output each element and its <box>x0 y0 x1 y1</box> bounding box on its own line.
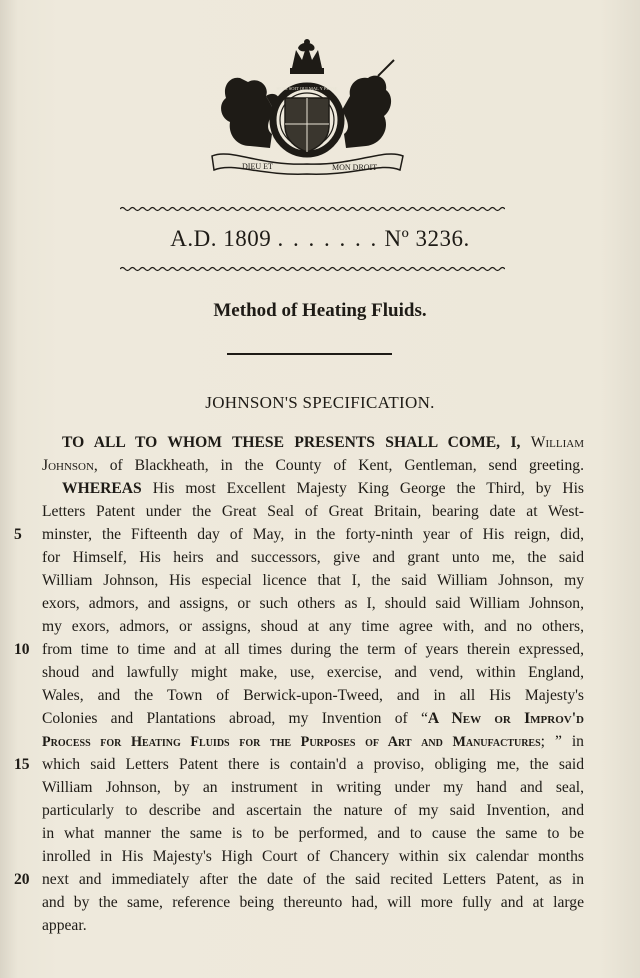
text-line: Wales, and the Town of Berwick-upon-Tweed, and in all His Majesty's <box>42 687 584 704</box>
text-line: minster, the Fifteenth day of May, in the forty-ninth year of His reign, did, <box>42 526 584 543</box>
line-number: 15 <box>14 756 30 773</box>
royal-coat-of-arms <box>200 38 415 178</box>
text-line: exors, admors, and assigns, or such others as I, should said William Johnson, <box>42 595 584 612</box>
text-line: and by the same, reference being thereunto had, will more fully and at large <box>42 894 584 911</box>
title-divider <box>227 353 392 355</box>
patent-year: A.D. 1809 <box>170 226 272 251</box>
text-line: William Johnson, His especial licence that I, the said William Johnson, my <box>42 572 584 589</box>
text-line: particularly to describe and ascertain the nature of my said Invention, and <box>42 802 584 819</box>
garter-motto: HONI SOIT QUI MAL Y PENSE <box>276 86 338 91</box>
motto-right: MON DROIT <box>332 163 378 172</box>
line-number: 5 <box>14 526 22 543</box>
text-line: next and immediately after the date of the said recited Letters Patent, as in <box>42 871 584 888</box>
text-line: for Himself, His heirs and successors, give and grant unto me, the said <box>42 549 584 566</box>
text-line: which said Letters Patent there is contain'd a proviso, obliging me, the said <box>42 756 584 773</box>
text-line: my exors, admors, or assigns, shoud at any time agree with, and no others, <box>42 618 584 635</box>
ornamental-rule-top <box>120 206 505 212</box>
patent-number: Nº 3236. <box>384 226 470 251</box>
text-line: shoud and lawfully might make, use, exercise, and vend, within England, <box>42 664 584 681</box>
ornamental-rule-bottom <box>120 266 505 272</box>
text-line: in what manner the same is to be performed, and to cause the same to be <box>42 825 584 842</box>
lion-supporter-icon <box>221 78 280 148</box>
text-line: William Johnson, by an instrument in writing under my hand and seal, <box>42 779 584 796</box>
text-line: WHEREAS His most Excellent Majesty King George the Third, by His <box>62 480 584 497</box>
motto-left: DIEU ET <box>242 162 273 171</box>
patent-header <box>0 226 640 252</box>
line-number: 10 <box>14 641 30 658</box>
specification-heading: JOHNSON'S SPECIFICATION. <box>205 393 435 412</box>
text-line: Johnson, of Blackheath, in the County of Kent, Gentleman, send greeting. <box>42 457 584 474</box>
header-dots: . . . . . . . <box>277 226 379 251</box>
text-line: Letters Patent under the Great Seal of Great Britain, bearing date at West- <box>42 503 584 520</box>
text-line: appear. <box>42 917 87 934</box>
text-line: TO ALL TO WHOM THESE PRESENTS SHALL COME, I, William <box>62 434 584 451</box>
text-line: Process for Heating Fluids for the Purposes of Art and Manufactures; ” in <box>42 733 584 750</box>
text-line: from time to time and at all times during the term of years therein expressed, <box>42 641 584 658</box>
text-line: inrolled in His Majesty's High Court of Chancery within six calendar months <box>42 848 584 865</box>
unicorn-supporter-icon <box>342 60 394 148</box>
line-number: 20 <box>14 871 30 888</box>
document-title: Method of Heating Fluids. <box>213 300 427 321</box>
text-line: Colonies and Plantations abroad, my Invention of “A New or Improv'd <box>42 710 584 727</box>
